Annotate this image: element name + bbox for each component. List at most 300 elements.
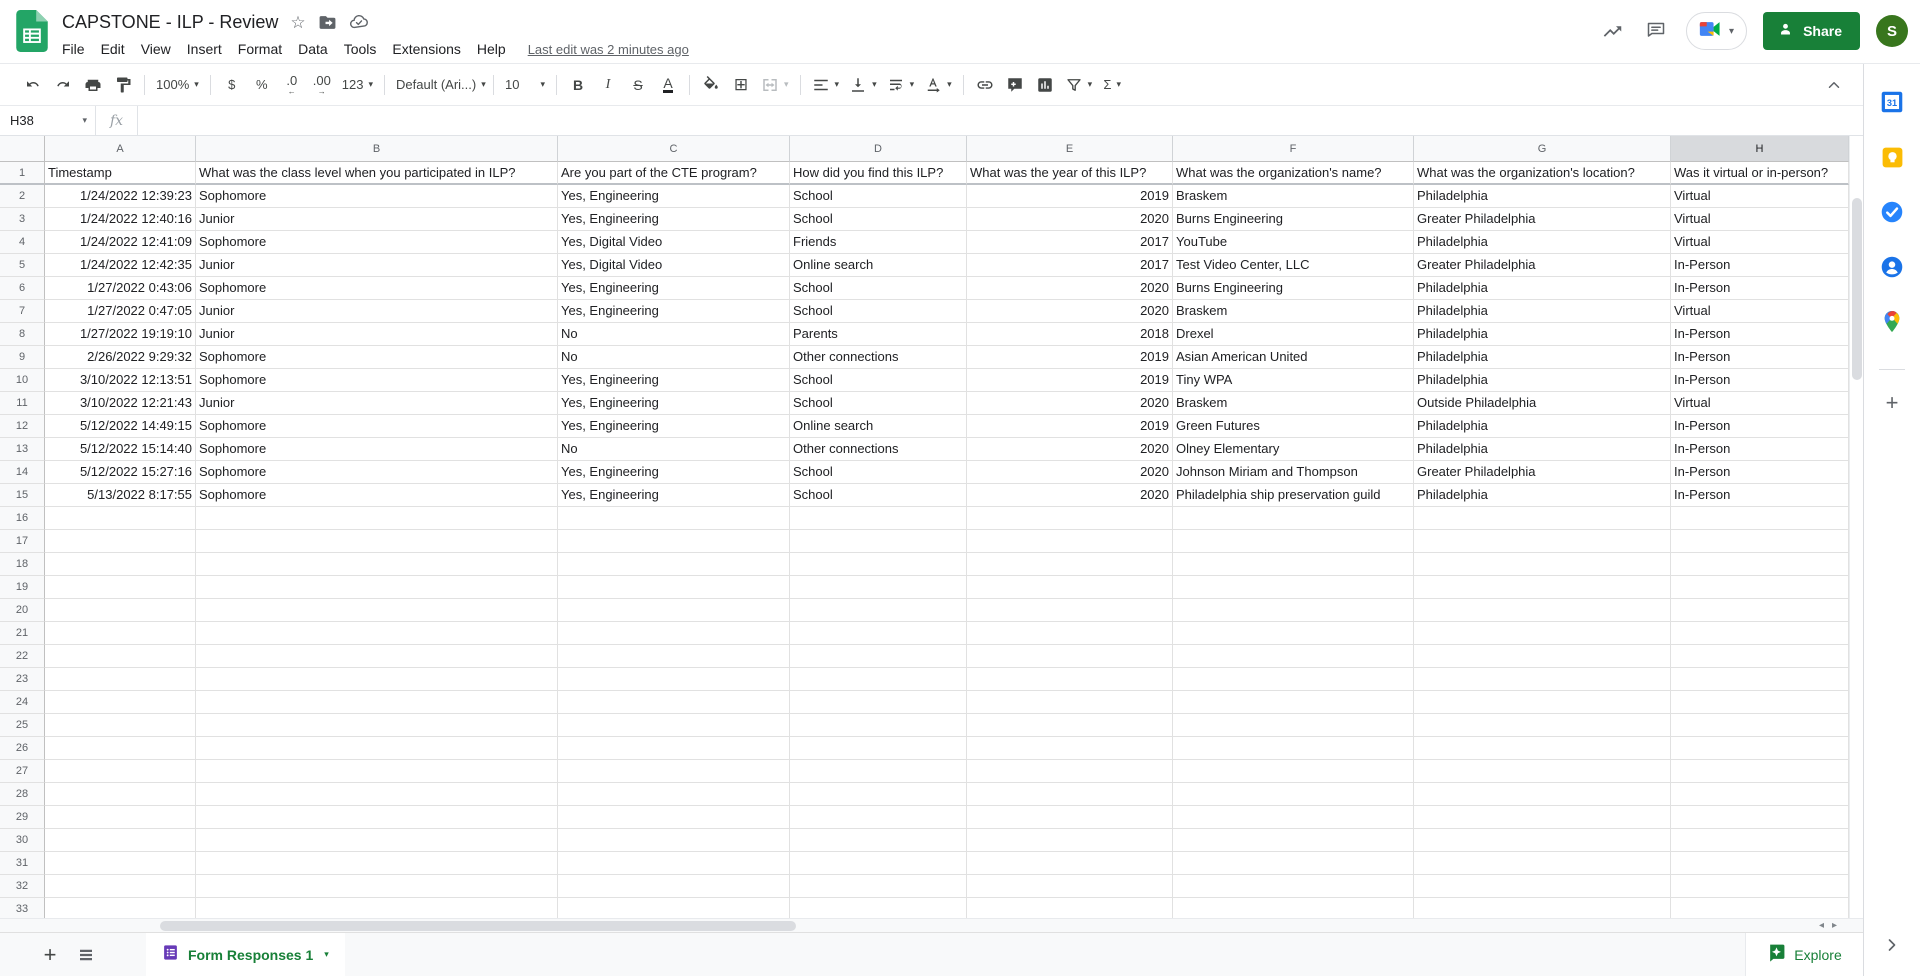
cell-A8[interactable]: 1/27/2022 19:19:10 xyxy=(45,323,196,346)
cell-A26[interactable] xyxy=(45,737,196,760)
row-header-30[interactable]: 30 xyxy=(0,829,45,852)
cell-D17[interactable] xyxy=(790,530,967,553)
cell-F10[interactable]: Tiny WPA xyxy=(1173,369,1414,392)
cell-F22[interactable] xyxy=(1173,645,1414,668)
cell-G8[interactable]: Philadelphia xyxy=(1414,323,1671,346)
cell-B28[interactable] xyxy=(196,783,558,806)
cell-E14[interactable]: 2020 xyxy=(967,461,1173,484)
cell-C10[interactable]: Yes, Engineering xyxy=(558,369,790,392)
cell-E13[interactable]: 2020 xyxy=(967,438,1173,461)
zoom-select[interactable]: 100% ▾ xyxy=(156,77,199,92)
column-header-A[interactable]: A xyxy=(45,136,196,162)
cell-B14[interactable]: Sophomore xyxy=(196,461,558,484)
cell-F25[interactable] xyxy=(1173,714,1414,737)
cell-F19[interactable] xyxy=(1173,576,1414,599)
row-header-7[interactable]: 7 xyxy=(0,300,45,323)
column-header-C[interactable]: C xyxy=(558,136,790,162)
cell-C2[interactable]: Yes, Engineering xyxy=(558,185,790,208)
cell-C16[interactable] xyxy=(558,507,790,530)
cell-C31[interactable] xyxy=(558,852,790,875)
cell-H17[interactable] xyxy=(1671,530,1849,553)
cell-F2[interactable]: Braskem xyxy=(1173,185,1414,208)
cell-H13[interactable]: In-Person xyxy=(1671,438,1849,461)
cell-G27[interactable] xyxy=(1414,760,1671,783)
row-header-33[interactable]: 33 xyxy=(0,898,45,918)
insert-comment-icon[interactable] xyxy=(1002,72,1028,98)
cell-D15[interactable]: School xyxy=(790,484,967,507)
borders-button[interactable]: ⊞ xyxy=(733,74,749,94)
contacts-icon[interactable] xyxy=(1878,253,1906,281)
cell-C30[interactable] xyxy=(558,829,790,852)
cell-A29[interactable] xyxy=(45,806,196,829)
column-header-E[interactable]: E xyxy=(967,136,1173,162)
cell-C13[interactable]: No xyxy=(558,438,790,461)
cell-E11[interactable]: 2020 xyxy=(967,392,1173,415)
cell-A9[interactable]: 2/26/2022 9:29:32 xyxy=(45,346,196,369)
cell-B20[interactable] xyxy=(196,599,558,622)
cell-E19[interactable] xyxy=(967,576,1173,599)
cell-E8[interactable]: 2018 xyxy=(967,323,1173,346)
row-header-10[interactable]: 10 xyxy=(0,369,45,392)
cell-F32[interactable] xyxy=(1173,875,1414,898)
cell-G23[interactable] xyxy=(1414,668,1671,691)
meet-button[interactable] xyxy=(1686,12,1747,50)
cell-E9[interactable]: 2019 xyxy=(967,346,1173,369)
cell-G25[interactable] xyxy=(1414,714,1671,737)
insights-icon[interactable] xyxy=(1598,17,1626,45)
row-header-11[interactable]: 11 xyxy=(0,392,45,415)
horizontal-scrollbar-thumb[interactable] xyxy=(160,921,796,931)
cell-A30[interactable] xyxy=(45,829,196,852)
cell-A1[interactable]: Timestamp xyxy=(45,162,196,185)
cell-E20[interactable] xyxy=(967,599,1173,622)
cell-H21[interactable] xyxy=(1671,622,1849,645)
cell-E18[interactable] xyxy=(967,553,1173,576)
cell-D7[interactable]: School xyxy=(790,300,967,323)
cell-H1[interactable]: Was it virtual or in-person? xyxy=(1671,162,1849,185)
cell-E31[interactable] xyxy=(967,852,1173,875)
cell-F17[interactable] xyxy=(1173,530,1414,553)
cell-C24[interactable] xyxy=(558,691,790,714)
cell-E7[interactable]: 2020 xyxy=(967,300,1173,323)
cell-G24[interactable] xyxy=(1414,691,1671,714)
cell-H12[interactable]: In-Person xyxy=(1671,415,1849,438)
row-header-32[interactable]: 32 xyxy=(0,875,45,898)
cell-E27[interactable] xyxy=(967,760,1173,783)
cell-D6[interactable]: School xyxy=(790,277,967,300)
cell-G7[interactable]: Philadelphia xyxy=(1414,300,1671,323)
cell-D26[interactable] xyxy=(790,737,967,760)
cell-D5[interactable]: Online search xyxy=(790,254,967,277)
cell-F27[interactable] xyxy=(1173,760,1414,783)
cell-G17[interactable] xyxy=(1414,530,1671,553)
strikethrough-button[interactable]: S xyxy=(633,76,643,93)
cell-H6[interactable]: In-Person xyxy=(1671,277,1849,300)
cell-H15[interactable]: In-Person xyxy=(1671,484,1849,507)
cell-G10[interactable]: Philadelphia xyxy=(1414,369,1671,392)
cell-B17[interactable] xyxy=(196,530,558,553)
cell-E23[interactable] xyxy=(967,668,1173,691)
cell-G16[interactable] xyxy=(1414,507,1671,530)
cell-F11[interactable]: Braskem xyxy=(1173,392,1414,415)
cell-C7[interactable]: Yes, Engineering xyxy=(558,300,790,323)
cell-G4[interactable]: Philadelphia xyxy=(1414,231,1671,254)
cell-D11[interactable]: School xyxy=(790,392,967,415)
functions-button[interactable]: Σ ▾ xyxy=(1103,77,1121,92)
cell-D30[interactable] xyxy=(790,829,967,852)
cell-H9[interactable]: In-Person xyxy=(1671,346,1849,369)
cell-G3[interactable]: Greater Philadelphia xyxy=(1414,208,1671,231)
cell-D19[interactable] xyxy=(790,576,967,599)
cell-B19[interactable] xyxy=(196,576,558,599)
cell-E21[interactable] xyxy=(967,622,1173,645)
cell-G15[interactable]: Philadelphia xyxy=(1414,484,1671,507)
row-header-2[interactable]: 2 xyxy=(0,185,45,208)
cell-H18[interactable] xyxy=(1671,553,1849,576)
cell-B23[interactable] xyxy=(196,668,558,691)
cell-D2[interactable]: School xyxy=(790,185,967,208)
cell-H30[interactable] xyxy=(1671,829,1849,852)
cell-B6[interactable]: Sophomore xyxy=(196,277,558,300)
cell-D25[interactable] xyxy=(790,714,967,737)
cell-G18[interactable] xyxy=(1414,553,1671,576)
cell-C14[interactable]: Yes, Engineering xyxy=(558,461,790,484)
cell-B29[interactable] xyxy=(196,806,558,829)
cell-B5[interactable]: Junior xyxy=(196,254,558,277)
comment-history-icon[interactable] xyxy=(1642,17,1670,45)
cell-B8[interactable]: Junior xyxy=(196,323,558,346)
move-folder-icon[interactable] xyxy=(318,13,337,32)
sheet-tab-form-responses[interactable] xyxy=(146,933,345,976)
cell-D16[interactable] xyxy=(790,507,967,530)
cell-A24[interactable] xyxy=(45,691,196,714)
cell-G22[interactable] xyxy=(1414,645,1671,668)
cell-B10[interactable]: Sophomore xyxy=(196,369,558,392)
row-header-14[interactable]: 14 xyxy=(0,461,45,484)
cell-C23[interactable] xyxy=(558,668,790,691)
cell-A32[interactable] xyxy=(45,875,196,898)
cell-H20[interactable] xyxy=(1671,599,1849,622)
row-header-25[interactable]: 25 xyxy=(0,714,45,737)
cell-E28[interactable] xyxy=(967,783,1173,806)
column-header-F[interactable]: F xyxy=(1173,136,1414,162)
cell-B11[interactable]: Junior xyxy=(196,392,558,415)
cell-C28[interactable] xyxy=(558,783,790,806)
cell-F31[interactable] xyxy=(1173,852,1414,875)
sheets-logo-icon[interactable] xyxy=(16,10,48,52)
cloud-status-icon[interactable] xyxy=(349,12,369,32)
cell-D1[interactable]: How did you find this ILP? xyxy=(790,162,967,185)
menu-extensions[interactable]: Extensions xyxy=(392,41,461,57)
scroll-arrow-buttons[interactable]: ◂▸ xyxy=(1818,920,1845,931)
cell-B33[interactable] xyxy=(196,898,558,918)
cell-A14[interactable]: 5/12/2022 15:27:16 xyxy=(45,461,196,484)
cell-A18[interactable] xyxy=(45,553,196,576)
row-header-17[interactable]: 17 xyxy=(0,530,45,553)
bold-button[interactable]: B xyxy=(572,76,584,93)
undo-icon[interactable] xyxy=(20,72,46,98)
cell-B15[interactable]: Sophomore xyxy=(196,484,558,507)
row-header-28[interactable]: 28 xyxy=(0,783,45,806)
text-wrap-icon[interactable]: ▾ xyxy=(884,72,918,98)
cell-D13[interactable]: Other connections xyxy=(790,438,967,461)
cell-A11[interactable]: 3/10/2022 12:21:43 xyxy=(45,392,196,415)
cell-B31[interactable] xyxy=(196,852,558,875)
avatar[interactable]: S xyxy=(1876,15,1908,47)
font-select[interactable]: Default (Ari...) ▾ xyxy=(396,77,486,92)
cell-A20[interactable] xyxy=(45,599,196,622)
cell-F33[interactable] xyxy=(1173,898,1414,918)
cell-G21[interactable] xyxy=(1414,622,1671,645)
cell-C26[interactable] xyxy=(558,737,790,760)
cell-F6[interactable]: Burns Engineering xyxy=(1173,277,1414,300)
cell-F16[interactable] xyxy=(1173,507,1414,530)
cell-E10[interactable]: 2019 xyxy=(967,369,1173,392)
cell-F21[interactable] xyxy=(1173,622,1414,645)
row-header-9[interactable]: 9 xyxy=(0,346,45,369)
cell-D18[interactable] xyxy=(790,553,967,576)
all-sheets-icon[interactable] xyxy=(72,941,100,969)
cell-H19[interactable] xyxy=(1671,576,1849,599)
cell-F3[interactable]: Burns Engineering xyxy=(1173,208,1414,231)
cell-F1[interactable]: What was the organization's name? xyxy=(1173,162,1414,185)
cell-H23[interactable] xyxy=(1671,668,1849,691)
cell-F26[interactable] xyxy=(1173,737,1414,760)
hide-controls-icon[interactable] xyxy=(1821,72,1847,98)
row-header-3[interactable]: 3 xyxy=(0,208,45,231)
cell-A27[interactable] xyxy=(45,760,196,783)
cell-C15[interactable]: Yes, Engineering xyxy=(558,484,790,507)
cell-E32[interactable] xyxy=(967,875,1173,898)
column-header-B[interactable]: B xyxy=(196,136,558,162)
cell-H28[interactable] xyxy=(1671,783,1849,806)
italic-button[interactable]: I xyxy=(605,76,611,92)
cell-A10[interactable]: 3/10/2022 12:13:51 xyxy=(45,369,196,392)
cell-G19[interactable] xyxy=(1414,576,1671,599)
cell-F12[interactable]: Green Futures xyxy=(1173,415,1414,438)
cell-B3[interactable]: Junior xyxy=(196,208,558,231)
decrease-decimals-button[interactable] xyxy=(279,72,305,98)
cell-H33[interactable] xyxy=(1671,898,1849,918)
cell-D28[interactable] xyxy=(790,783,967,806)
cell-C32[interactable] xyxy=(558,875,790,898)
cell-B1[interactable]: What was the class level when you participated in ILP? xyxy=(196,162,558,185)
cell-F9[interactable]: Asian American United xyxy=(1173,346,1414,369)
cell-C8[interactable]: No xyxy=(558,323,790,346)
cell-G31[interactable] xyxy=(1414,852,1671,875)
cell-C6[interactable]: Yes, Engineering xyxy=(558,277,790,300)
row-header-15[interactable]: 15 xyxy=(0,484,45,507)
cell-E12[interactable]: 2019 xyxy=(967,415,1173,438)
filter-icon[interactable]: ▾ xyxy=(1062,72,1096,98)
select-all-corner[interactable] xyxy=(0,136,45,162)
cell-C12[interactable]: Yes, Engineering xyxy=(558,415,790,438)
cell-A2[interactable]: 1/24/2022 12:39:23 xyxy=(45,185,196,208)
cell-C9[interactable]: No xyxy=(558,346,790,369)
cell-D27[interactable] xyxy=(790,760,967,783)
star-icon[interactable]: ☆ xyxy=(290,12,306,32)
cell-D4[interactable]: Friends xyxy=(790,231,967,254)
cell-B30[interactable] xyxy=(196,829,558,852)
insert-link-icon[interactable] xyxy=(972,72,998,98)
row-header-6[interactable]: 6 xyxy=(0,277,45,300)
cell-H26[interactable] xyxy=(1671,737,1849,760)
row-header-27[interactable]: 27 xyxy=(0,760,45,783)
cell-G1[interactable]: What was the organization's location? xyxy=(1414,162,1671,185)
formula-input[interactable] xyxy=(138,106,1863,135)
cell-H27[interactable] xyxy=(1671,760,1849,783)
menu-insert[interactable]: Insert xyxy=(186,41,222,57)
collapse-panel-icon[interactable] xyxy=(1882,935,1902,960)
cell-F30[interactable] xyxy=(1173,829,1414,852)
cell-H7[interactable]: Virtual xyxy=(1671,300,1849,323)
cell-G26[interactable] xyxy=(1414,737,1671,760)
cell-H24[interactable] xyxy=(1671,691,1849,714)
cell-A22[interactable] xyxy=(45,645,196,668)
cell-B26[interactable] xyxy=(196,737,558,760)
currency-button[interactable]: $ xyxy=(228,77,236,92)
column-header-G[interactable]: G xyxy=(1414,136,1671,162)
cell-A19[interactable] xyxy=(45,576,196,599)
cell-A5[interactable]: 1/24/2022 12:42:35 xyxy=(45,254,196,277)
menu-format[interactable]: Format xyxy=(237,41,283,57)
cell-C22[interactable] xyxy=(558,645,790,668)
cell-D31[interactable] xyxy=(790,852,967,875)
cell-F4[interactable]: YouTube xyxy=(1173,231,1414,254)
cell-H10[interactable]: In-Person xyxy=(1671,369,1849,392)
cell-C3[interactable]: Yes, Engineering xyxy=(558,208,790,231)
name-box[interactable] xyxy=(0,106,96,135)
cell-G13[interactable]: Philadelphia xyxy=(1414,438,1671,461)
cell-G2[interactable]: Philadelphia xyxy=(1414,185,1671,208)
cell-E29[interactable] xyxy=(967,806,1173,829)
cell-C17[interactable] xyxy=(558,530,790,553)
cell-C33[interactable] xyxy=(558,898,790,918)
cell-D10[interactable]: School xyxy=(790,369,967,392)
cell-F8[interactable]: Drexel xyxy=(1173,323,1414,346)
cell-E22[interactable] xyxy=(967,645,1173,668)
fill-color-icon[interactable] xyxy=(698,72,724,98)
cell-A6[interactable]: 1/27/2022 0:43:06 xyxy=(45,277,196,300)
cell-C4[interactable]: Yes, Digital Video xyxy=(558,231,790,254)
merge-cells-icon[interactable]: ▾ xyxy=(758,72,792,98)
horizontal-scrollbar[interactable] xyxy=(0,918,1863,932)
cell-D20[interactable] xyxy=(790,599,967,622)
cell-A15[interactable]: 5/13/2022 8:17:55 xyxy=(45,484,196,507)
cell-A23[interactable] xyxy=(45,668,196,691)
cell-G6[interactable]: Philadelphia xyxy=(1414,277,1671,300)
cell-D9[interactable]: Other connections xyxy=(790,346,967,369)
cell-B12[interactable]: Sophomore xyxy=(196,415,558,438)
row-header-31[interactable]: 31 xyxy=(0,852,45,875)
menu-help[interactable]: Help xyxy=(476,41,506,57)
column-header-D[interactable]: D xyxy=(790,136,967,162)
cell-H31[interactable] xyxy=(1671,852,1849,875)
cell-H11[interactable]: Virtual xyxy=(1671,392,1849,415)
cell-E30[interactable] xyxy=(967,829,1173,852)
cell-B18[interactable] xyxy=(196,553,558,576)
cell-C20[interactable] xyxy=(558,599,790,622)
cell-A13[interactable]: 5/12/2022 15:14:40 xyxy=(45,438,196,461)
row-header-16[interactable]: 16 xyxy=(0,507,45,530)
cell-F15[interactable]: Philadelphia ship preservation guild xyxy=(1173,484,1414,507)
row-header-13[interactable]: 13 xyxy=(0,438,45,461)
cell-H3[interactable]: Virtual xyxy=(1671,208,1849,231)
cell-C11[interactable]: Yes, Engineering xyxy=(558,392,790,415)
last-edit-link[interactable]: Last edit was 2 minutes ago xyxy=(527,41,689,57)
row-header-23[interactable]: 23 xyxy=(0,668,45,691)
cell-B22[interactable] xyxy=(196,645,558,668)
row-header-22[interactable]: 22 xyxy=(0,645,45,668)
cell-F18[interactable] xyxy=(1173,553,1414,576)
insert-chart-icon[interactable] xyxy=(1032,72,1058,98)
increase-decimals-button[interactable] xyxy=(309,72,335,98)
cell-B13[interactable]: Sophomore xyxy=(196,438,558,461)
text-color-button[interactable]: A xyxy=(655,72,681,98)
cell-H16[interactable] xyxy=(1671,507,1849,530)
cell-D3[interactable]: School xyxy=(790,208,967,231)
cell-F29[interactable] xyxy=(1173,806,1414,829)
cell-G29[interactable] xyxy=(1414,806,1671,829)
keep-icon[interactable] xyxy=(1878,143,1906,171)
cell-C1[interactable]: Are you part of the CTE program? xyxy=(558,162,790,185)
cell-F24[interactable] xyxy=(1173,691,1414,714)
font-size-select[interactable]: 10 ▾ xyxy=(505,77,546,92)
cell-B9[interactable]: Sophomore xyxy=(196,346,558,369)
cell-E17[interactable] xyxy=(967,530,1173,553)
cell-D14[interactable]: School xyxy=(790,461,967,484)
menu-edit[interactable]: Edit xyxy=(100,41,125,57)
cell-D22[interactable] xyxy=(790,645,967,668)
horizontal-align-icon[interactable]: ▾ xyxy=(809,72,843,98)
cell-H4[interactable]: Virtual xyxy=(1671,231,1849,254)
row-header-18[interactable]: 18 xyxy=(0,553,45,576)
explore-button[interactable]: Explore xyxy=(1745,933,1863,976)
calendar-icon[interactable] xyxy=(1878,88,1906,116)
row-header-8[interactable]: 8 xyxy=(0,323,45,346)
cell-D23[interactable] xyxy=(790,668,967,691)
cell-E4[interactable]: 2017 xyxy=(967,231,1173,254)
percent-button[interactable]: % xyxy=(256,77,268,92)
cell-C25[interactable] xyxy=(558,714,790,737)
share-button[interactable]: Share xyxy=(1763,12,1860,50)
cell-G20[interactable] xyxy=(1414,599,1671,622)
cell-B21[interactable] xyxy=(196,622,558,645)
cell-H5[interactable]: In-Person xyxy=(1671,254,1849,277)
cell-A4[interactable]: 1/24/2022 12:41:09 xyxy=(45,231,196,254)
cell-A17[interactable] xyxy=(45,530,196,553)
cell-H14[interactable]: In-Person xyxy=(1671,461,1849,484)
cell-C27[interactable] xyxy=(558,760,790,783)
cell-E1[interactable]: What was the year of this ILP? xyxy=(967,162,1173,185)
row-header-26[interactable]: 26 xyxy=(0,737,45,760)
cell-F20[interactable] xyxy=(1173,599,1414,622)
text-rotation-icon[interactable]: ▾ xyxy=(921,72,955,98)
maps-icon[interactable] xyxy=(1878,308,1906,336)
cell-C29[interactable] xyxy=(558,806,790,829)
cell-F23[interactable] xyxy=(1173,668,1414,691)
cell-E15[interactable]: 2020 xyxy=(967,484,1173,507)
cell-B25[interactable] xyxy=(196,714,558,737)
cell-E5[interactable]: 2017 xyxy=(967,254,1173,277)
tasks-icon[interactable] xyxy=(1878,198,1906,226)
cell-C19[interactable] xyxy=(558,576,790,599)
cell-G11[interactable]: Outside Philadelphia xyxy=(1414,392,1671,415)
cell-E3[interactable]: 2020 xyxy=(967,208,1173,231)
cell-A7[interactable]: 1/27/2022 0:47:05 xyxy=(45,300,196,323)
cell-B32[interactable] xyxy=(196,875,558,898)
cell-H22[interactable] xyxy=(1671,645,1849,668)
